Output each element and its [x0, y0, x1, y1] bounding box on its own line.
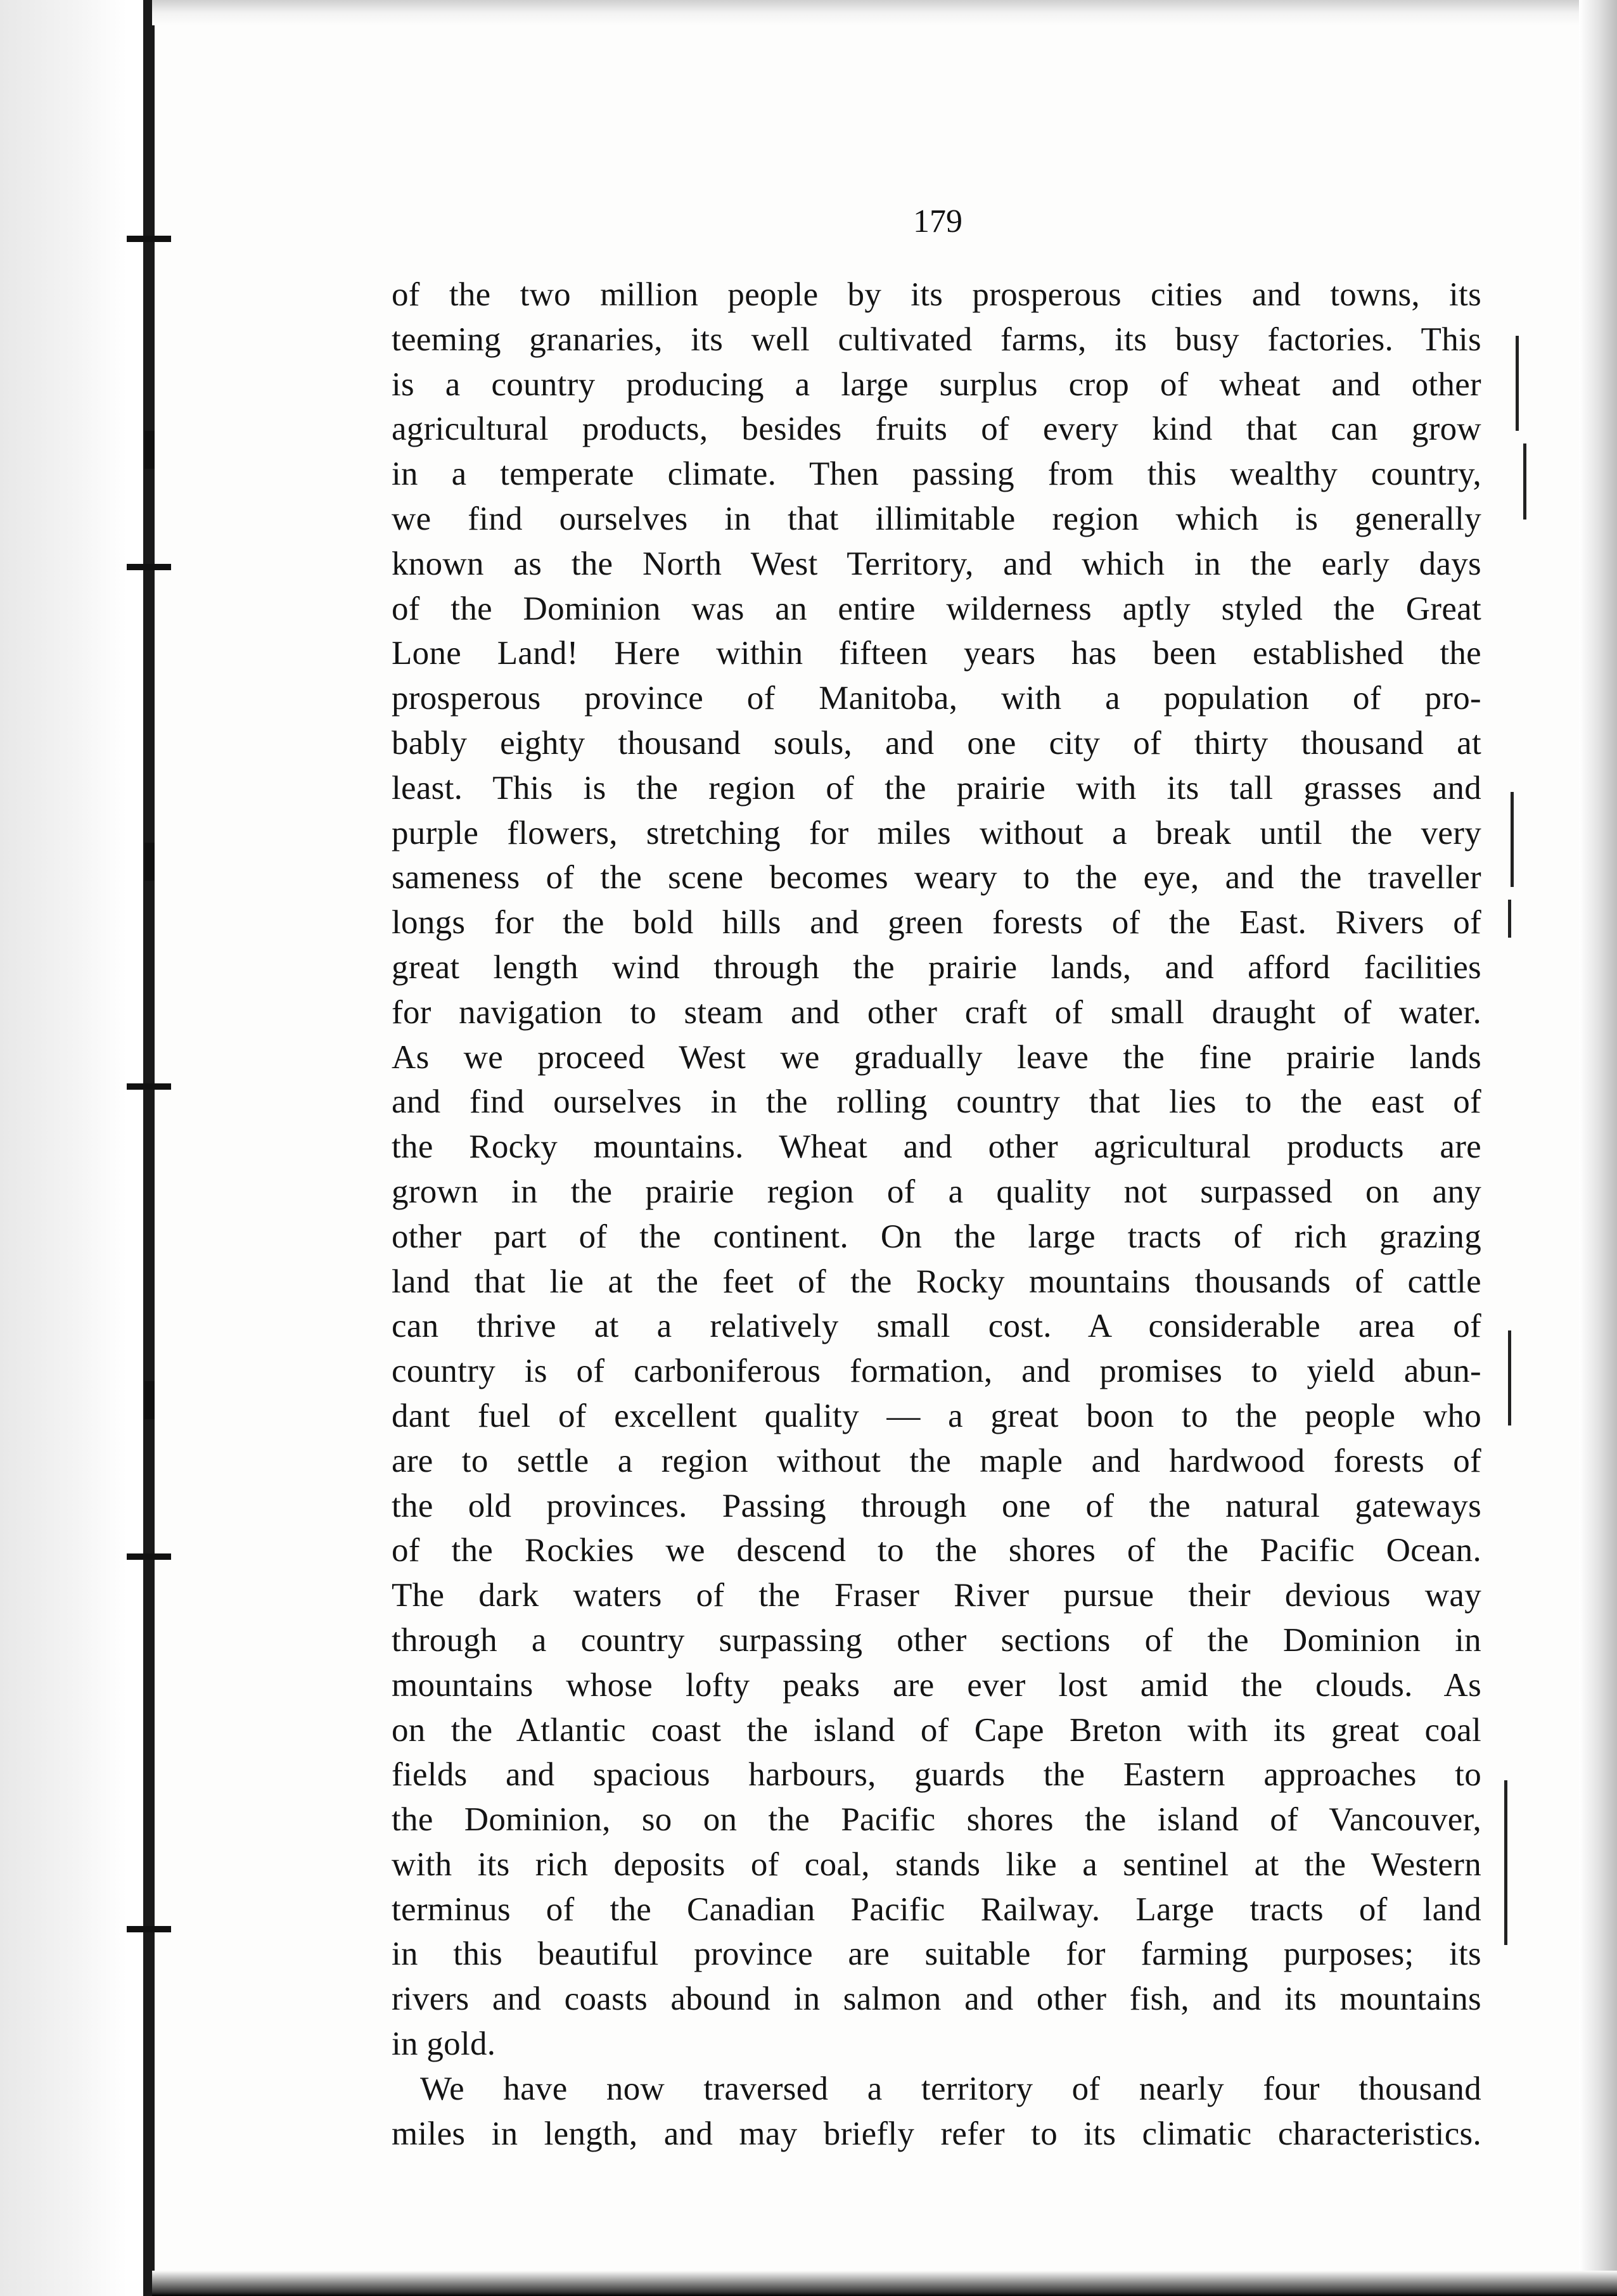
margin-mark: [1511, 792, 1514, 887]
margin-mark: [1516, 336, 1519, 431]
text-line: the Rocky mountains. Wheat and other agricultural products are: [392, 1128, 1481, 1166]
page-number: 179: [913, 203, 962, 239]
margin-mark: [1523, 443, 1526, 520]
binding-stitch: [127, 1083, 171, 1090]
text-line: fields and spacious harbours, guards the Eastern approaches to: [392, 1756, 1481, 1794]
text-line: of the two million people by its prosperous cities and towns, its: [392, 276, 1481, 313]
text-line: terminus of the Canadian Pacific Railway. Large tracts of land: [392, 1891, 1481, 1928]
binding-stitch: [127, 564, 171, 570]
text-line: are to settle a region without the maple and hardwood forests of: [392, 1442, 1481, 1479]
text-line: of the Rockies we descend to the shores of the Pacific Ocean.: [392, 1532, 1481, 1569]
text-line: rivers and coasts abound in salmon and other fish, and its mountains: [392, 1980, 1481, 2018]
text-line: on the Atlantic coast the island of Cape Breton with its great coal: [392, 1711, 1481, 1749]
text-line: land that lie at the feet of the Rocky mountains thousands of cattle: [392, 1263, 1481, 1300]
text-line: sameness of the scene becomes weary to the eye, and the traveller: [392, 859, 1481, 896]
text-line: for navigation to steam and other craft of small draught of water.: [392, 993, 1481, 1031]
margin-mark: [1504, 1780, 1507, 1945]
binding-stitch: [127, 236, 171, 242]
text-line: through a country surpassing other sections of the Dominion in: [392, 1621, 1481, 1659]
text-line: purple flowers, stretching for miles without a break until the very: [392, 814, 1481, 851]
text-line: miles in length, and may briefly refer to its climatic characteristics.: [392, 2115, 1481, 2152]
text-line: As we proceed West we gradually leave the fine prairie lands: [392, 1038, 1481, 1076]
page-top-edge: [152, 0, 1579, 25]
text-line: prosperous province of Manitoba, with a population of pro-: [392, 680, 1481, 717]
text-line: teeming granaries, its well cultivated farms, its busy factories. This: [392, 321, 1481, 358]
binding-stitch: [127, 1926, 171, 1932]
text-line: in a temperate climate. Then passing from this wealthy country,: [392, 456, 1481, 493]
text-line: mountains whose lofty peaks are ever lost amid the clouds. As: [392, 1666, 1481, 1704]
text-line: is a country producing a large surplus crop of wheat and other: [392, 366, 1481, 403]
text-line: of the Dominion was an entire wilderness aptly styled the Great: [392, 590, 1481, 627]
text-line: dant fuel of excellent quality — a great boon to the people who: [392, 1397, 1481, 1434]
page-bottom-edge: [152, 2271, 1617, 2296]
page-binding-shadow: [0, 0, 147, 2296]
binding-stitch: [144, 431, 155, 469]
text-line: can thrive at a relatively small cost. A considerable area of: [392, 1308, 1481, 1345]
text-line: and find ourselves in the rolling country that lies to the east of: [392, 1083, 1481, 1121]
text-line: agricultural products, besides fruits of every kind that can grow: [392, 411, 1481, 448]
text-line: grown in the prairie region of a quality not surpassed on any: [392, 1173, 1481, 1210]
text-line: Lone Land! Here within fifteen years has been established the: [392, 635, 1481, 672]
text-line: in this beautiful province are suitable for farming purposes; its: [392, 1936, 1481, 1973]
text-line: country is of carboniferous formation, and promises to yield abun-: [392, 1353, 1481, 1390]
margin-mark: [1508, 900, 1511, 938]
text-line: bably eighty thousand souls, and one city of thirty thousand at: [392, 724, 1481, 762]
paragraph: [392, 272, 1481, 2067]
body-text: [392, 272, 1481, 2156]
binding-stitch: [144, 843, 155, 881]
margin-mark: [1508, 1330, 1511, 1425]
binding-stitch: [127, 1553, 171, 1560]
text-line: known as the North West Territory, and which in the early days: [392, 545, 1481, 582]
text-line: the Dominion, so on the Pacific shores the island of Vancouver,: [392, 1801, 1481, 1839]
text-line: other part of the continent. On the large tracts of rich grazing: [392, 1218, 1481, 1255]
text-line: great length wind through the prairie lands, and afford facilities: [392, 948, 1481, 986]
text-line: longs for the bold hills and green forests of the East. Rivers of: [392, 904, 1481, 941]
text-line: the old provinces. Passing through one of the natural gateways: [392, 1487, 1481, 1524]
text-line: in gold.: [392, 2025, 496, 2063]
page-spine: [143, 0, 155, 2296]
paragraph: [392, 2067, 1481, 2157]
binding-stitch: [144, 1381, 155, 1419]
text-line: we find ourselves in that illimitable region which is generally: [392, 500, 1481, 537]
page-right-edge: [1579, 0, 1617, 2296]
text-line: The dark waters of the Fraser River pursue their devious way: [392, 1577, 1481, 1614]
text-line: We have now traversed a territory of nearly four thousand: [420, 2070, 1481, 2107]
text-line: with its rich deposits of coal, stands like a sentinel at the Western: [392, 1846, 1481, 1883]
text-line: least. This is the region of the prairie with its tall grasses and: [392, 769, 1481, 807]
